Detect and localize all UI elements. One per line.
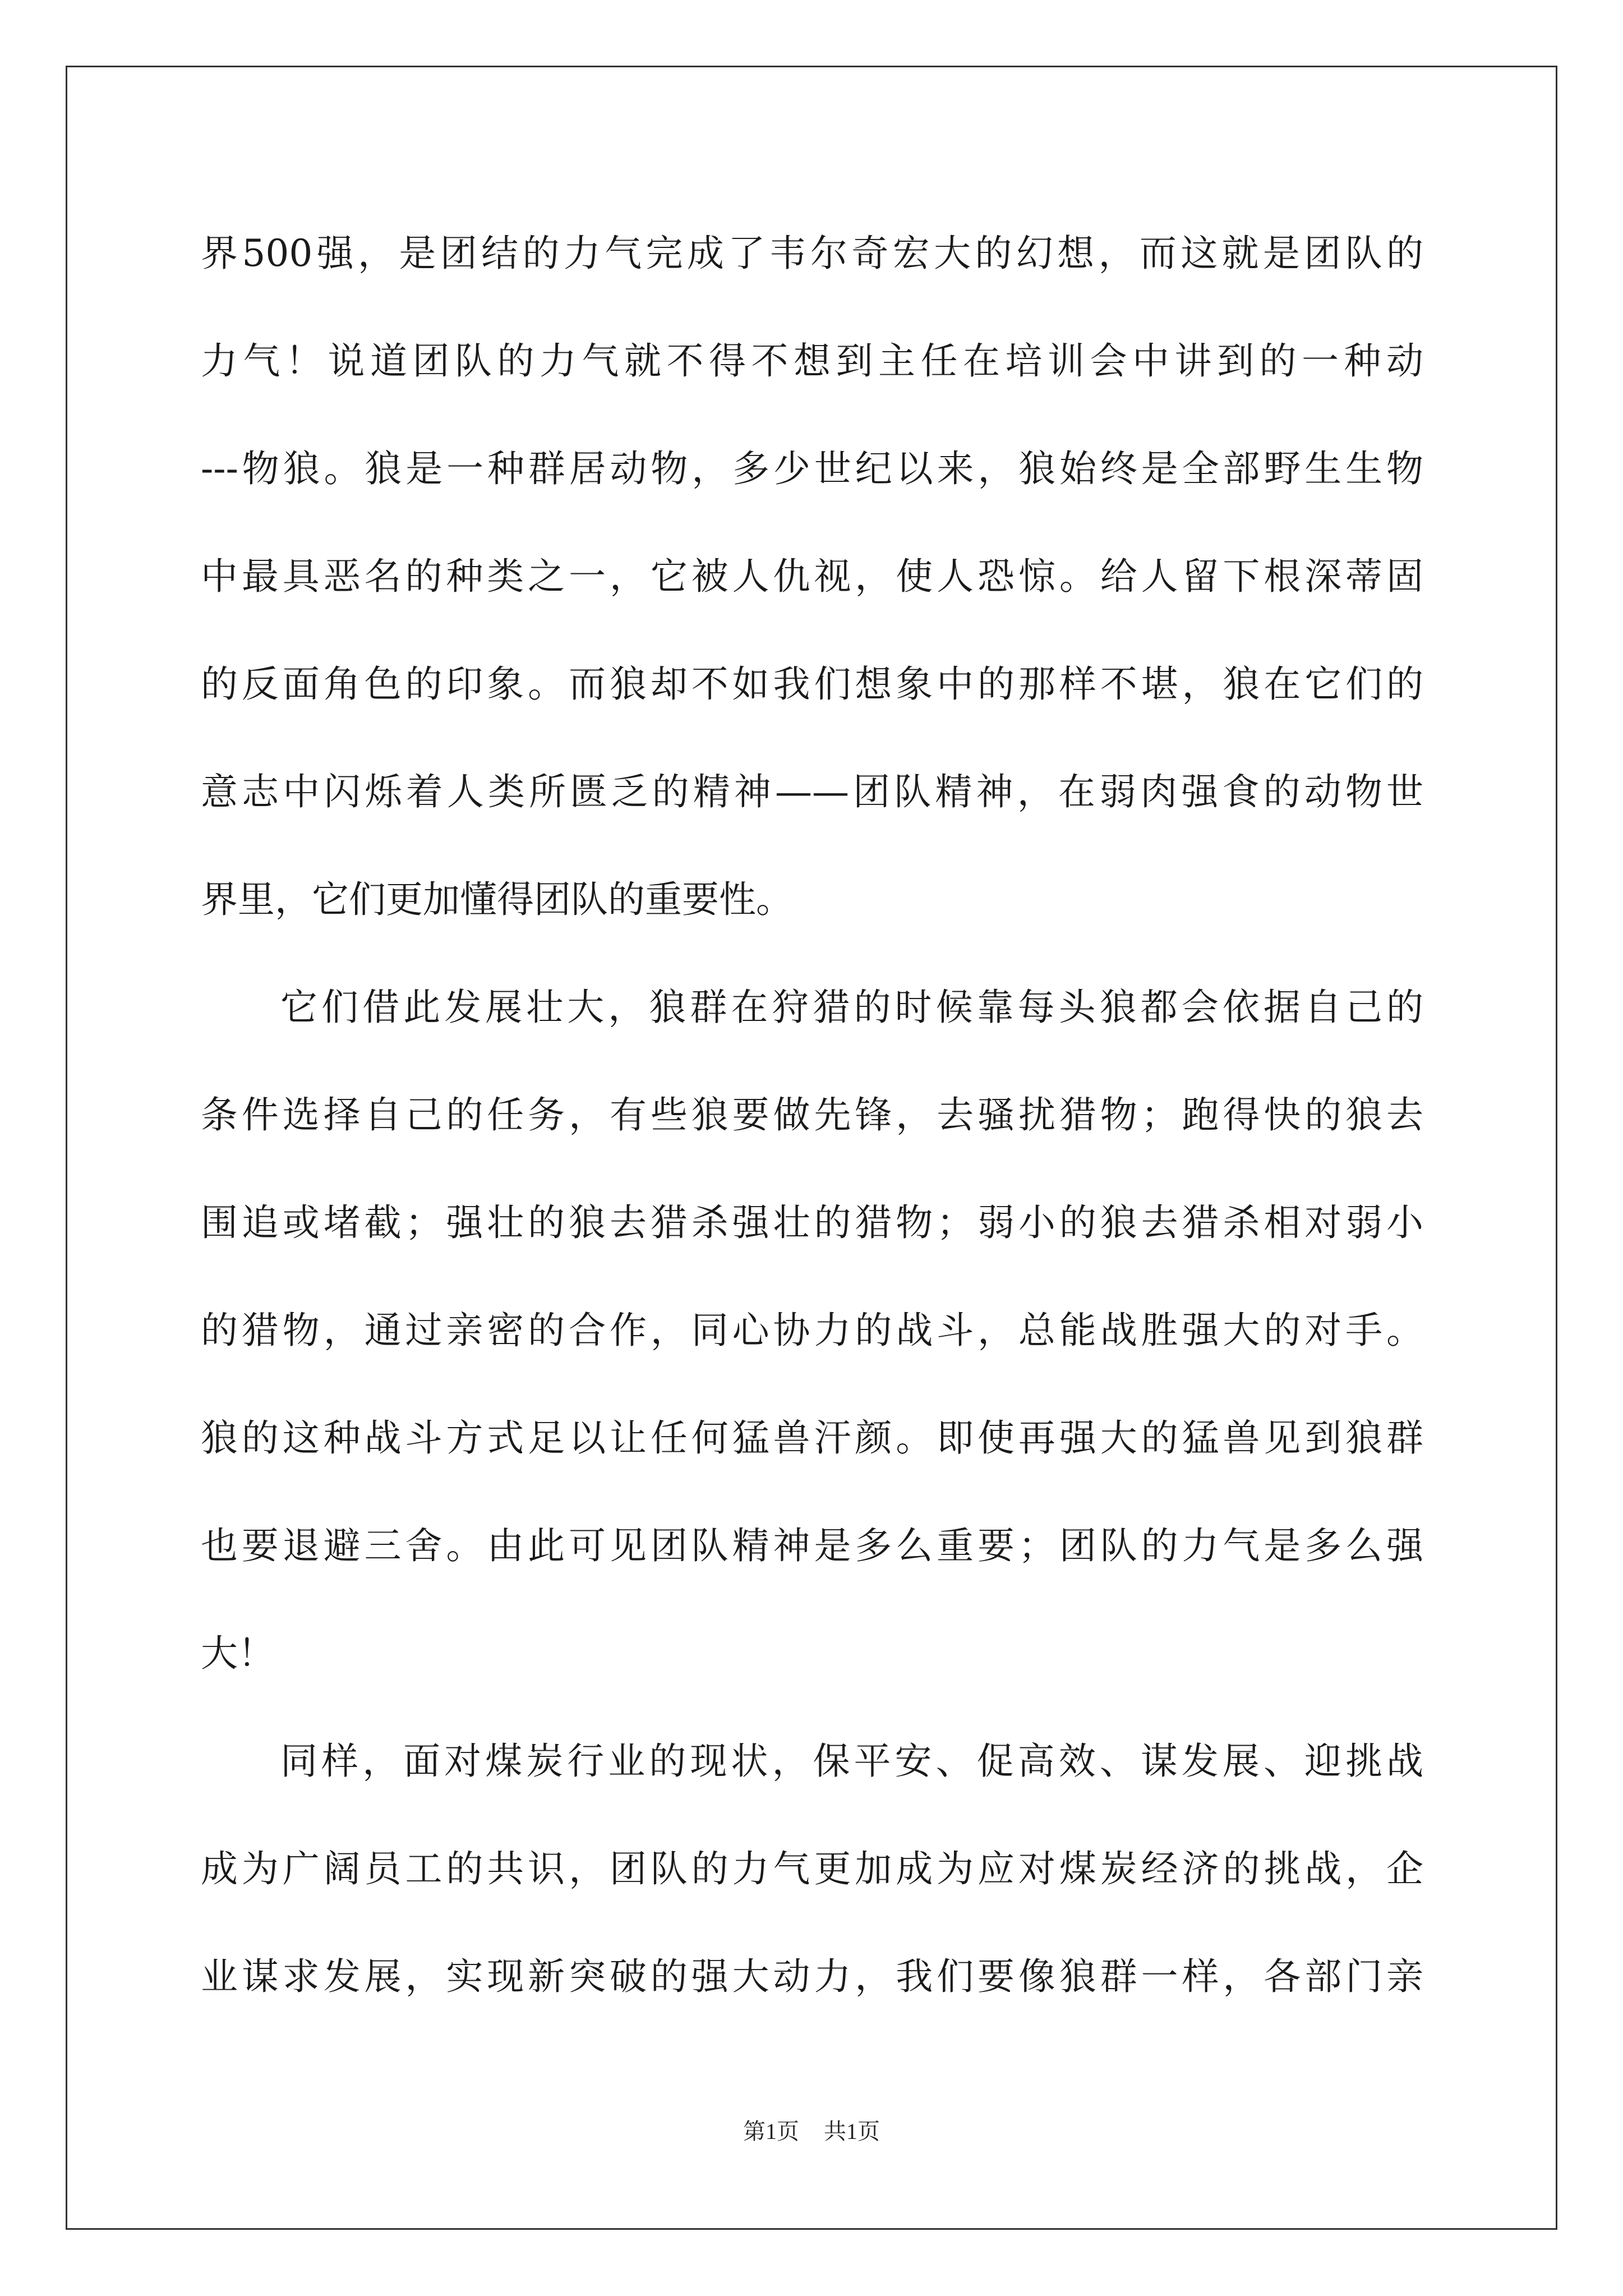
text-line: 狼的这种战斗方式足以让任何猛兽汗颜。即使再强大的猛兽见到狼群 (201, 1416, 1423, 1460)
page-number-total: 共1页 (824, 2119, 880, 2144)
text-line: 它们借此发展壮大，狼群在狩猎的时候靠每头狼都会依据自己的 (280, 986, 1423, 1029)
text-line: 大！ (201, 1632, 275, 1675)
text-line: 的猎物，通过亲密的合作，同心协力的战斗，总能战胜强大的对手。 (201, 1309, 1423, 1352)
text-line: 也要退避三舍。由此可见团队精神是多么重要；团队的力气是多么强 (201, 1524, 1423, 1567)
text-line: 界500强，是团结的力气完成了韦尔奇宏大的幻想，而这就是团队的 (201, 232, 1423, 275)
text-line: 同样，面对煤炭行业的现状，保平安、促高效、谋发展、迎挑战 (280, 1740, 1423, 1783)
text-line: 成为广阔员工的共识，团队的力气更加成为应对煤炭经济的挑战，企 (201, 1847, 1423, 1890)
page-footer (0, 2118, 1623, 2146)
text-line: ---物狼。狼是一种群居动物，多少世纪以来，狼始终是全部野生生物 (201, 447, 1423, 490)
text-line: 界里，它们更加懂得团队的重要性。 (201, 878, 793, 921)
text-line: 围追或堵截；强壮的狼去猎杀强壮的猎物；弱小的狼去猎杀相对弱小 (201, 1201, 1423, 1244)
text-line: 的反面角色的印象。而狼却不如我们想象中的那样不堪，狼在它们的 (201, 662, 1423, 706)
text-line: 意志中闪烁着人类所匮乏的精神——团队精神，在弱肉强食的动物世 (201, 770, 1423, 813)
text-line: 中最具恶名的种类之一，它被人仇视，使人恐惊。给人留下根深蒂固 (201, 555, 1423, 598)
text-line: 条件选择自己的任务，有些狼要做先锋，去骚扰猎物；跑得快的狼去 (201, 1093, 1423, 1137)
page-number-current: 第1页 (743, 2119, 799, 2144)
text-line: 业谋求发展，实现新突破的强大动力，我们要像狼群一样，各部门亲 (201, 1955, 1423, 1998)
page-border (66, 66, 1557, 2230)
text-line: 力气！说道团队的力气就不得不想到主任在培训会中讲到的一种动 (201, 339, 1423, 383)
